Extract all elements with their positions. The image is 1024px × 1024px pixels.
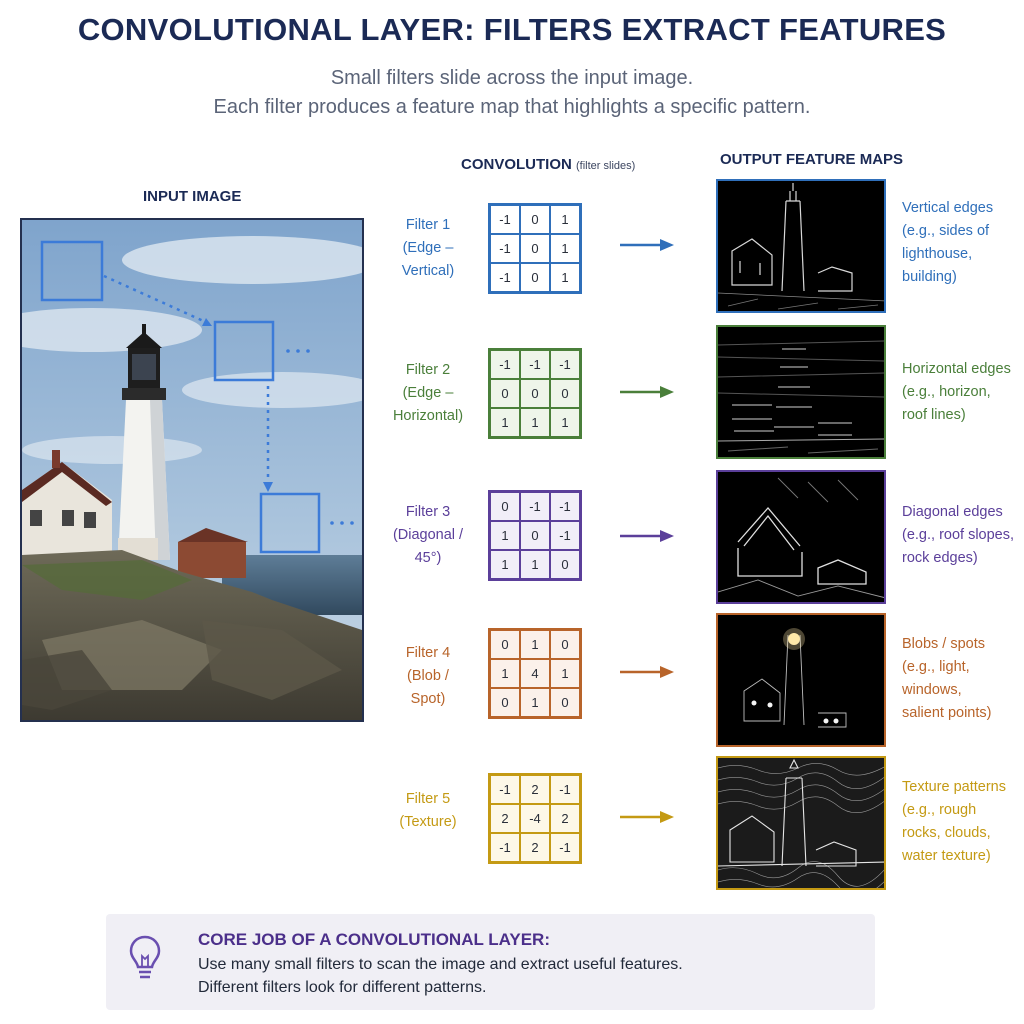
desc-line: Blobs / spots — [902, 636, 986, 652]
kernel-cell: 4 — [520, 659, 550, 688]
kernel-cell: 0 — [490, 688, 520, 717]
arrow-right-icon — [618, 809, 676, 825]
kernel-cell: -1 — [490, 775, 520, 804]
desc-line: Horizontal edges — [902, 361, 1011, 377]
feature-map-texture — [716, 756, 886, 890]
kernel-cell: -1 — [550, 521, 580, 550]
filter-5-label — [373, 788, 483, 834]
desc-line: (e.g., horizon, — [902, 384, 991, 400]
desc-line: lighthouse, — [902, 246, 973, 262]
desc-line: (e.g., sides of — [902, 223, 990, 239]
filter-2-label — [373, 359, 483, 428]
input-heading: INPUT IMAGE — [143, 188, 242, 205]
kernel-cell: 1 — [520, 630, 550, 659]
filter-3-label — [373, 501, 483, 570]
desc-line: Vertical edges — [902, 200, 994, 216]
kernel-cell: 2 — [520, 833, 550, 862]
arrow-right-icon — [618, 664, 676, 680]
kernel-cell: -1 — [490, 263, 520, 292]
output-heading: OUTPUT FEATURE MAPS — [720, 151, 904, 168]
kernel-cell: 0 — [550, 550, 580, 579]
kernel-cell: -1 — [550, 833, 580, 862]
core-job-line-2: Different filters look for different patterns. — [198, 979, 487, 996]
filter-2-label-line: (Edge – — [402, 385, 454, 401]
filter-3-kernel — [488, 490, 582, 581]
filter-2-label-line: Horizontal) — [392, 408, 464, 424]
desc-line: (e.g., light, — [902, 659, 970, 675]
kernel-cell: 1 — [550, 263, 580, 292]
kernel-cell: 0 — [550, 630, 580, 659]
core-job-box — [106, 914, 875, 1010]
desc-line: windows, — [902, 682, 962, 698]
filter-4-label — [373, 642, 483, 711]
core-job-line-1: Use many small filters to scan the image and extract useful features. — [198, 956, 683, 973]
filter-5-kernel — [488, 773, 582, 864]
kernel-cell: -1 — [550, 350, 580, 379]
filter-1-kernel — [488, 203, 582, 294]
kernel-cell: 1 — [550, 659, 580, 688]
filter-4-label-line: (Blob / — [407, 668, 449, 684]
filter-4-label-line: Filter 4 — [405, 645, 451, 661]
convolution-heading-note: (filter slides) — [576, 160, 636, 172]
filter-5-label-line: (Texture) — [399, 814, 457, 830]
feature-map-diagonal — [716, 470, 886, 604]
desc-line: rock edges) — [902, 550, 978, 566]
feature-map-diagonal-desc — [902, 501, 1022, 570]
core-job-title: CORE JOB OF A CONVOLUTIONAL LAYER: — [198, 930, 550, 949]
kernel-cell: 1 — [550, 234, 580, 263]
kernel-cell: 0 — [490, 379, 520, 408]
kernel-cell: 0 — [550, 688, 580, 717]
kernel-cell: 1 — [520, 408, 550, 437]
filter-3-label-line: Filter 3 — [405, 504, 451, 520]
kernel-cell: 0 — [490, 492, 520, 521]
kernel-cell: -1 — [550, 492, 580, 521]
filter-2-label-line: Filter 2 — [405, 362, 451, 378]
filter-4-kernel — [488, 628, 582, 719]
filter-1-label-line: Vertical) — [401, 263, 455, 279]
kernel-cell: -1 — [490, 833, 520, 862]
kernel-cell: 1 — [490, 659, 520, 688]
kernel-cell: -1 — [550, 775, 580, 804]
kernel-cell: 2 — [490, 804, 520, 833]
kernel-cell: -1 — [520, 350, 550, 379]
feature-map-vertical — [716, 179, 886, 313]
page-title: CONVOLUTIONAL LAYER: FILTERS EXTRACT FEATURES — [77, 12, 947, 47]
feature-map-horizontal — [716, 325, 886, 459]
page-subtitle — [0, 64, 1024, 122]
kernel-cell: 1 — [520, 550, 550, 579]
feature-map-vertical-desc — [902, 197, 1022, 289]
filter-1-label — [373, 214, 483, 283]
desc-line: rocks, clouds, — [902, 825, 991, 841]
kernel-cell: 0 — [520, 234, 550, 263]
feature-map-horizontal-desc — [902, 358, 1022, 427]
kernel-cell: 0 — [520, 205, 550, 234]
kernel-cell: 1 — [490, 550, 520, 579]
kernel-cell: 1 — [550, 205, 580, 234]
kernel-cell: 1 — [520, 688, 550, 717]
kernel-cell: 2 — [550, 804, 580, 833]
filter-2-kernel — [488, 348, 582, 439]
kernel-cell: -1 — [490, 234, 520, 263]
desc-line: (e.g., roof slopes, — [902, 527, 1015, 543]
kernel-cell: -1 — [520, 492, 550, 521]
kernel-cell: 0 — [520, 263, 550, 292]
lightbulb-icon — [128, 934, 162, 984]
kernel-cell: -1 — [490, 350, 520, 379]
kernel-cell: -1 — [490, 205, 520, 234]
lighthouse-photo — [22, 220, 362, 720]
desc-line: water texture) — [902, 848, 991, 864]
feature-map-texture-desc — [902, 776, 1022, 868]
kernel-cell: 1 — [490, 408, 520, 437]
arrow-right-icon — [618, 384, 676, 400]
kernel-cell: 0 — [520, 379, 550, 408]
kernel-cell: 0 — [520, 521, 550, 550]
filter-1-label-line: Filter 1 — [405, 217, 451, 233]
kernel-cell: 1 — [490, 521, 520, 550]
input-image — [20, 218, 364, 722]
filter-5-label-line: Filter 5 — [405, 791, 451, 807]
kernel-cell: 1 — [550, 408, 580, 437]
kernel-cell: 0 — [550, 379, 580, 408]
desc-line: building) — [902, 269, 957, 285]
arrow-right-icon — [618, 237, 676, 253]
desc-line: Diagonal edges — [902, 504, 1003, 520]
desc-line: (e.g., rough — [902, 802, 977, 818]
kernel-cell: -4 — [520, 804, 550, 833]
desc-line: salient points) — [902, 705, 992, 721]
kernel-cell: 2 — [520, 775, 550, 804]
feature-map-blob — [716, 613, 886, 747]
desc-line: roof lines) — [902, 407, 966, 423]
convolution-heading — [461, 156, 635, 173]
filter-3-label-line: 45°) — [414, 550, 442, 566]
filter-4-label-line: Spot) — [410, 691, 446, 707]
kernel-cell: 0 — [490, 630, 520, 659]
filter-3-label-line: (Diagonal / — [392, 527, 464, 543]
filter-1-label-line: (Edge – — [402, 240, 454, 256]
subtitle-line-2: Each filter produces a feature map that highlights a specific pattern. — [213, 96, 811, 118]
subtitle-line-1: Small filters slide across the input image. — [330, 67, 694, 89]
convolution-heading-label: CONVOLUTION — [461, 156, 572, 173]
arrow-right-icon — [618, 528, 676, 544]
desc-line: Texture patterns — [902, 779, 1006, 795]
feature-map-blob-desc — [902, 633, 1022, 725]
